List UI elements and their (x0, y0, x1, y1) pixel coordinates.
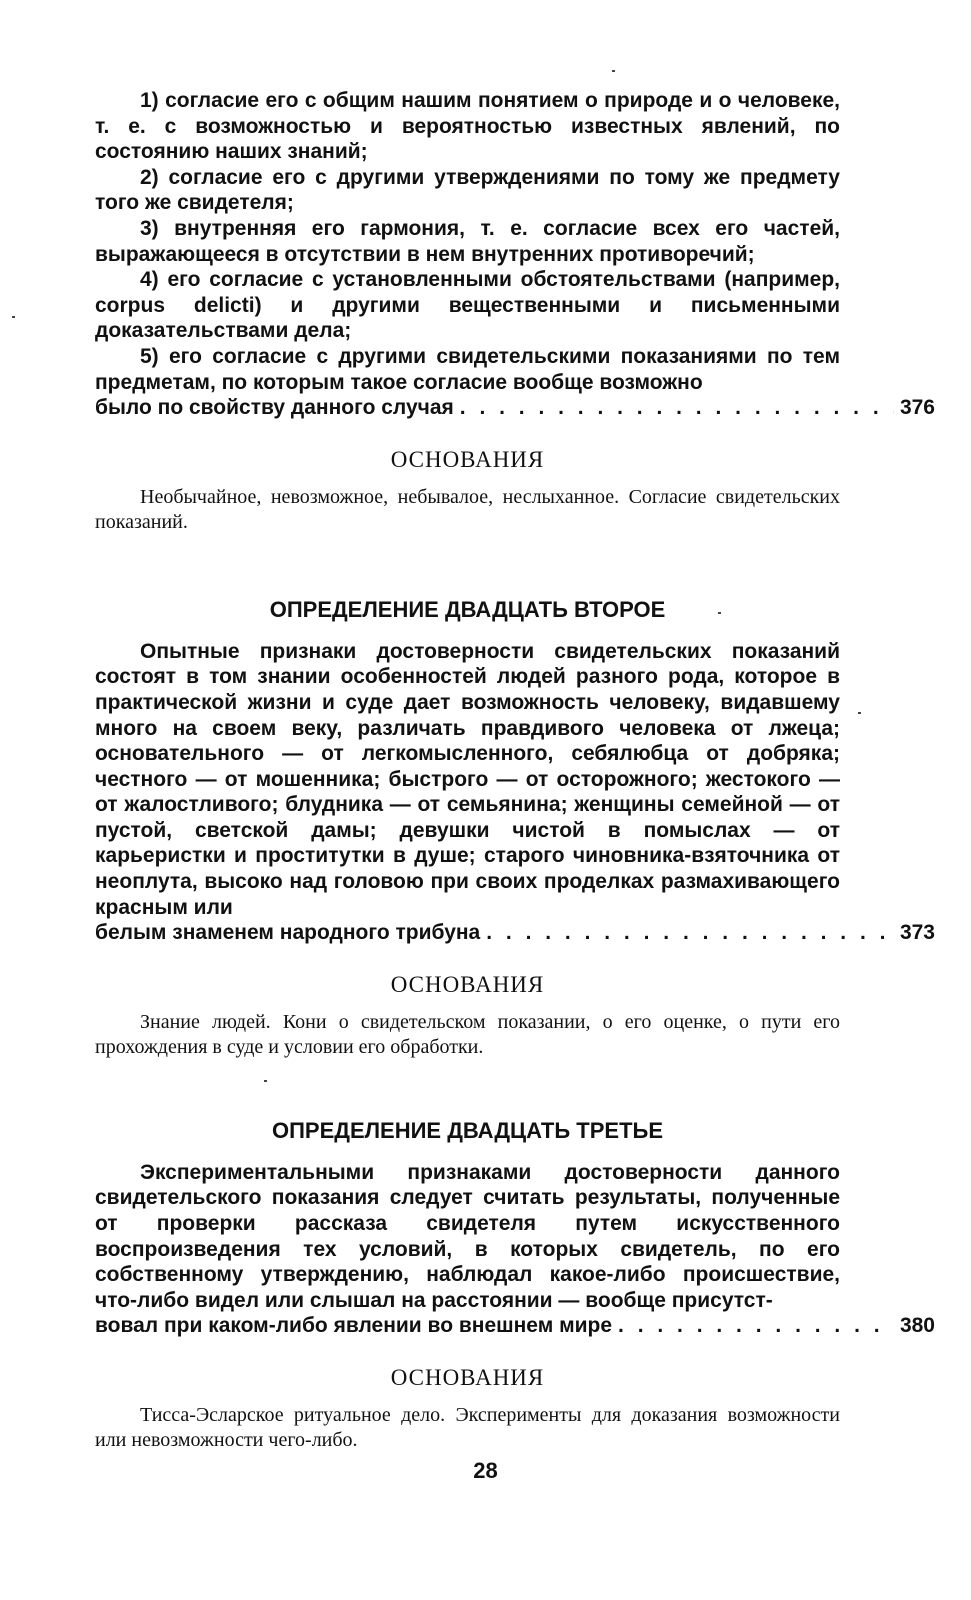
definition-heading: ОПРЕДЕЛЕНИЕ ДВАДЦАТЬ ТРЕТЬЕ (272, 1117, 663, 1143)
page-reference: 380 (899, 1314, 935, 1338)
scan-speck (264, 1080, 267, 1082)
last-line-text: было по свойству данного случая (95, 396, 454, 420)
definition-text: Экспериментальными признаками достоверности данного свидетельского показания следует считать результаты, полученные от проверки рассказа свидетеля путем искусственного воспроизведения тех условий, в которых свидетель, по его собственному утверждению, наблюдал какое-либо происшествие, что-либо видел или слышал на расстоянии — вообще присутст- (95, 1160, 840, 1312)
list-item-5-last-line (95, 395, 935, 421)
dot-leader (618, 1313, 894, 1339)
scan-speck (718, 612, 721, 614)
basis-heading: ОСНОВАНИЯ (390, 971, 545, 997)
definition-last-line (95, 1313, 935, 1339)
dot-leader (460, 395, 894, 421)
last-line-text: вовал при каком-либо явлении во внешнем мире (95, 1314, 613, 1338)
dot-leader (486, 920, 894, 946)
basis-heading: ОСНОВАНИЯ (390, 1365, 545, 1390)
list-item-1: 1) согласие его с общим нашим понятием о природе и о человеке, т. е. с возможностью и вероятностью известных явлений, по состоянию наших знаний; (95, 89, 840, 164)
basis-text: Тисса-Эсларское ритуальное дело. Эксперименты для доказания возможности или невозможности чего-либо. (95, 1404, 840, 1451)
last-line-text: белым знаменем народного трибуна (95, 921, 481, 945)
definition-heading: ОПРЕДЕЛЕНИЕ ДВАДЦАТЬ ВТОРОЕ (269, 596, 666, 622)
list-item-4: 4) его согласие с установленными обстоятельствами (например, corpus delicti) и другими вещественными и письменными доказательствами дела; (95, 268, 840, 343)
basis-heading: ОСНОВАНИЯ (390, 446, 545, 472)
definition-last-line (95, 920, 935, 946)
page-reference: 373 (899, 921, 935, 945)
definition-text: Опытные признаки достоверности свидетельских показаний состоят в том знании особенностей людей разного рода, которое в практической жизни и суде дает возможность человеку, видавшему много на своем веку, различать правдивого человека от лжеца; основательного — от легкомысленного, себялюбца от добряка; честного — от мошенника; быстрого — от осторожного; жестокого — от жалостливого; блудника — от семьянина; женщины семейной — от пустой, светской дамы; девушки чистой в помыслах — от карьеристки и проститутки в душе; старого чиновника-взяточника от неоплута, высоко над головою при своих проделках размахивающего красным или (95, 639, 840, 919)
scan-speck (858, 712, 861, 714)
scan-speck (12, 316, 15, 318)
list-item-5: 5) его согласие с другими свидетельскими показаниями по тем предметам, по которым такое согласие вообще возможно (95, 344, 840, 394)
basis-text: Знание людей. Кони о свидетельском показании, о его оценке, о пути его прохождения в суде и условии его обработки. (95, 1010, 840, 1058)
scan-speck (612, 70, 615, 72)
page-reference: 376 (899, 396, 935, 420)
page-body (95, 88, 935, 1453)
list-item-3: 3) внутренняя его гармония, т. е. согласие всех его частей, выражающееся в отсутствии в нем внутренних противоречий; (95, 216, 840, 266)
page-number: 28 (473, 1458, 498, 1483)
basis-text: Необычайное, невозможное, небывалое, неслыханное. Согласие свидетельских показаний. (95, 485, 840, 533)
list-item-2: 2) согласие его с другими утверждениями по тому же предмету того же свидетеля; (95, 165, 840, 215)
